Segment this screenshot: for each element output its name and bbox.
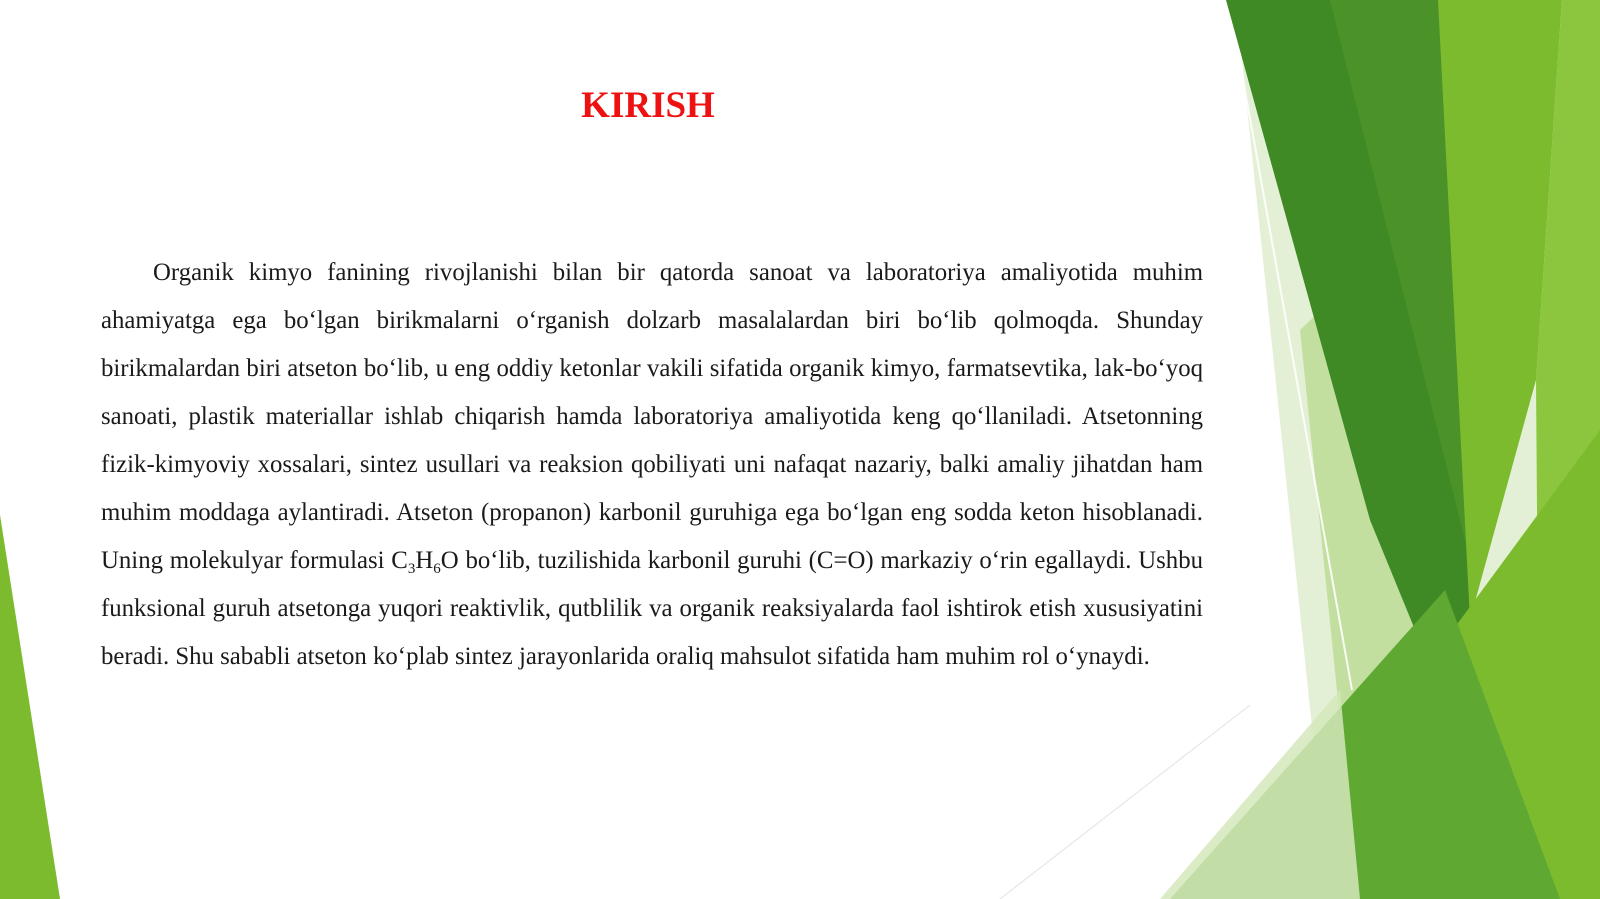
formula-hydrogen: H bbox=[415, 547, 434, 574]
slide-title: KIRISH bbox=[581, 85, 715, 126]
paragraph-text-part-2: bo‘lib, tuzilishida karbonil guruhi (C=O) markaziy o‘rin egallaydi. Ushbu funksional guruh atsetonga yuqori reaktivlik, qutblilik va organik reaksiyalarda faol ishtirok etish xususiyatini beradi. Shu sababli atseton ko‘plab sintez jarayonlarida oraliq mahsulot sifatida ham muhim rol o‘ynaydi. bbox=[101, 547, 1203, 670]
formula-hydrogen-count: 6 bbox=[433, 561, 441, 577]
formula-carbon: C bbox=[391, 547, 408, 574]
formula-carbon-count: 3 bbox=[407, 561, 416, 577]
intro-paragraph bbox=[101, 249, 1203, 681]
lower-pale-sliver bbox=[1160, 690, 1360, 899]
paragraph-text-part-1: Organik kimyo fanining rivojlanishi bilan bir qatorda sanoat va laboratoriya amaliyotida muhim ahamiyatga ega bo‘lgan birikmalarni o‘rganish dolzarb masalalardan biri bo‘lib qolmoqda. Shunday birikmalardan biri atseton bo‘lib, u eng oddiy ketonlar vakili sifatida organik kimyo, farmatsevtika, lak-bo‘yoq sanoati, plastik materiallar ishlab chiqarish hamda laboratoriya amaliyotida keng qo‘llaniladi. Atsetonning fizik-kimyoviy xossalari, sintez usullari va reaksion qobiliyati uni nafaqat nazariy, balki amaliy jihatdan ham muhim moddaga aylantiradi. Atseton (propanon) karbonil guruhiga ega bo‘lgan eng sodda keton hisoblanadi. Uning molekulyar formulasi bbox=[101, 259, 1203, 574]
formula-oxygen: O bbox=[440, 547, 459, 574]
molecular-formula bbox=[391, 547, 459, 577]
left-green-sliver bbox=[0, 515, 60, 899]
